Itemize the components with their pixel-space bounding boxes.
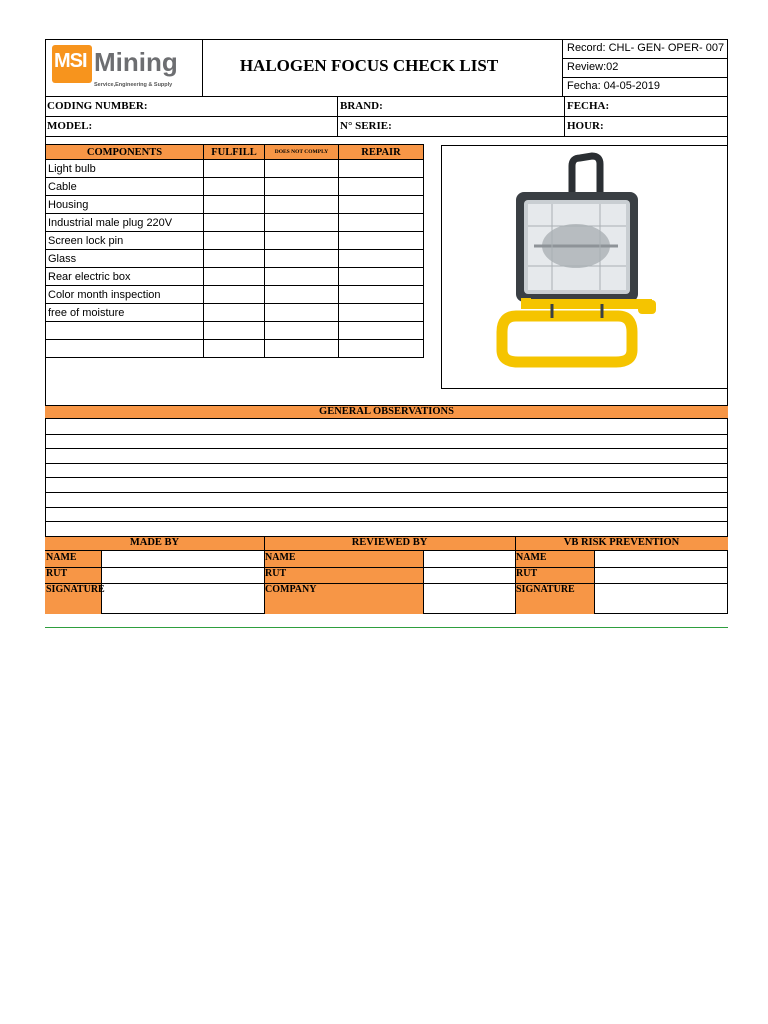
made-by-name-label: NAME (46, 552, 77, 563)
repair-cell[interactable] (339, 214, 424, 232)
table-row (46, 268, 424, 286)
table-row (46, 232, 424, 250)
not-comply-cell[interactable] (265, 232, 339, 250)
repair-cell[interactable] (339, 232, 424, 250)
not-comply-cell[interactable] (265, 304, 339, 322)
fulfill-cell[interactable] (204, 196, 265, 214)
repair-cell[interactable] (339, 322, 424, 340)
observation-line[interactable] (45, 492, 728, 493)
page-divider (45, 627, 728, 628)
not-comply-cell[interactable] (265, 196, 339, 214)
repair-cell[interactable] (339, 268, 424, 286)
made-by-signature-field[interactable] (102, 584, 263, 613)
vb-risk-prevention-label: VB RISK PREVENTION (563, 537, 680, 548)
observation-line[interactable] (45, 477, 728, 478)
fulfill-cell[interactable] (204, 322, 265, 340)
observation-line[interactable] (45, 434, 728, 435)
fulfill-cell[interactable] (204, 304, 265, 322)
not-comply-cell[interactable] (265, 160, 339, 178)
made-by-name-field[interactable] (102, 552, 263, 567)
table-row (46, 340, 424, 358)
fulfill-cell[interactable] (204, 232, 265, 250)
review-number: Review:02 (567, 61, 619, 73)
col-repair: REPAIR (339, 145, 424, 160)
reviewed-by-name-field[interactable] (424, 552, 514, 567)
not-comply-cell[interactable] (265, 286, 339, 304)
table-row (46, 304, 424, 322)
issue-date: Fecha: 04-05-2019 (567, 80, 660, 92)
fulfill-cell[interactable] (204, 250, 265, 268)
brand-label: BRAND: (340, 100, 383, 112)
reviewed-by-rut-field[interactable] (424, 568, 514, 583)
repair-cell[interactable] (339, 250, 424, 268)
component-name: Light bulb (46, 160, 204, 178)
serie-label: N° SERIE: (340, 120, 392, 132)
fulfill-cell[interactable] (204, 340, 265, 358)
fulfill-cell[interactable] (204, 286, 265, 304)
repair-cell[interactable] (339, 340, 424, 358)
col-fulfill: FULFILL (204, 145, 265, 160)
made-by-rut-field[interactable] (102, 568, 263, 583)
table-row (46, 178, 424, 196)
hour-label: HOUR: (567, 120, 604, 132)
col-components: COMPONENTS (46, 145, 204, 160)
repair-cell[interactable] (339, 160, 424, 178)
not-comply-cell[interactable] (265, 340, 339, 358)
vb-name-field[interactable] (595, 552, 727, 567)
table-row (46, 160, 424, 178)
component-name: Color month inspection (46, 286, 204, 304)
not-comply-cell[interactable] (265, 250, 339, 268)
fulfill-cell[interactable] (204, 268, 265, 286)
component-name: Rear electric box (46, 268, 204, 286)
logo-tagline: Service,Engineering & Supply (94, 82, 173, 88)
not-comply-cell[interactable] (265, 178, 339, 196)
observation-line[interactable] (45, 463, 728, 464)
table-row (46, 250, 424, 268)
component-name: Housing (46, 196, 204, 214)
observations-header: GENERAL OBSERVATIONS (45, 405, 728, 419)
table-row (46, 214, 424, 232)
product-photo-frame (441, 145, 728, 389)
fulfill-cell[interactable] (204, 214, 265, 232)
record-code: Record: CHL- GEN- OPER- 007 (567, 42, 725, 54)
vb-signature-field[interactable] (595, 584, 727, 613)
observation-line[interactable] (45, 507, 728, 508)
col-does-not-comply: DOES NOT COMPLY (265, 145, 339, 160)
page-title: HALOGEN FOCUS CHECK LIST (239, 56, 499, 75)
fecha-label: FECHA: (567, 100, 610, 112)
component-name: Cable (46, 178, 204, 196)
observation-line[interactable] (45, 521, 728, 522)
not-comply-cell[interactable] (265, 268, 339, 286)
component-name: free of moisture (46, 304, 204, 322)
component-name: Screen lock pin (46, 232, 204, 250)
components-table (45, 144, 424, 358)
repair-cell[interactable] (339, 286, 424, 304)
vb-rut-field[interactable] (595, 568, 727, 583)
model-label: MODEL: (47, 120, 93, 132)
vb-signature-label: SIGNATURE (516, 584, 575, 595)
component-name: Industrial male plug 220V (46, 214, 204, 232)
vb-rut-label: RUT (516, 568, 538, 579)
made-by-signature-label: SIGNATURE (46, 584, 105, 595)
not-comply-cell[interactable] (265, 322, 339, 340)
table-row (46, 286, 424, 304)
component-name: Glass (46, 250, 204, 268)
table-row (46, 322, 424, 340)
fulfill-cell[interactable] (204, 178, 265, 196)
made-by-label: MADE BY (129, 537, 180, 548)
observation-line[interactable] (45, 448, 728, 449)
coding-number-label: CODING NUMBER: (47, 100, 148, 112)
repair-cell[interactable] (339, 178, 424, 196)
repair-cell[interactable] (339, 304, 424, 322)
reviewed-by-rut-label: RUT (265, 568, 287, 579)
halogen-lamp-image (442, 146, 727, 388)
reviewed-by-company-label: COMPANY (265, 584, 317, 595)
logo-mining-text: Mining (94, 47, 178, 77)
table-row (46, 196, 424, 214)
logo (50, 42, 200, 94)
component-name (46, 340, 204, 358)
reviewed-by-name-label: NAME (265, 552, 296, 563)
reviewed-by-company-field[interactable] (424, 584, 514, 613)
not-comply-cell[interactable] (265, 214, 339, 232)
vb-name-label: NAME (516, 552, 547, 563)
component-name (46, 322, 204, 340)
components-header-row (46, 145, 424, 160)
made-by-rut-label: RUT (46, 568, 68, 579)
fulfill-cell[interactable] (204, 160, 265, 178)
repair-cell[interactable] (339, 196, 424, 214)
logo-msi-text: MSI (54, 50, 87, 72)
reviewed-by-label: REVIEWED BY (351, 537, 428, 548)
